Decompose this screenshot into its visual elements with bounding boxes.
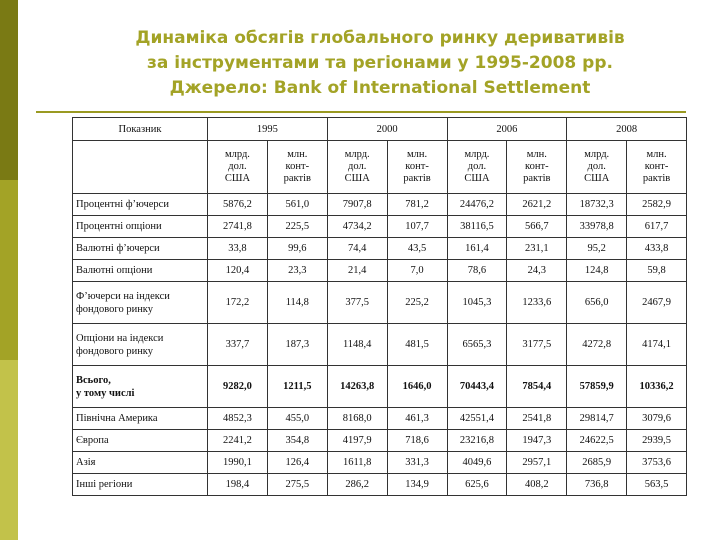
value-cell: 2939,5 bbox=[627, 430, 687, 452]
row-label: Азія bbox=[73, 452, 208, 474]
row-label: Ф’ючерси на індекси фондового ринку bbox=[73, 282, 208, 324]
value-cell: 566,7 bbox=[507, 216, 567, 238]
value-cell: 161,4 bbox=[447, 238, 507, 260]
unit-cell: млн. конт- рактів bbox=[267, 141, 327, 194]
value-cell: 2685,9 bbox=[567, 452, 627, 474]
value-cell: 3079,6 bbox=[627, 408, 687, 430]
value-cell: 70443,4 bbox=[447, 366, 507, 408]
row-label: Опціони на індекси фондового ринку bbox=[73, 324, 208, 366]
value-cell: 2467,9 bbox=[627, 282, 687, 324]
value-cell: 286,2 bbox=[327, 474, 387, 496]
value-cell: 455,0 bbox=[267, 408, 327, 430]
table-row bbox=[73, 408, 687, 430]
left-stripe-top bbox=[0, 0, 18, 180]
value-cell: 4197,9 bbox=[327, 430, 387, 452]
value-cell: 4734,2 bbox=[327, 216, 387, 238]
value-cell: 57859,9 bbox=[567, 366, 627, 408]
row-label: Валютні ф’ючерси bbox=[73, 238, 208, 260]
value-cell: 625,6 bbox=[447, 474, 507, 496]
units-empty-cell bbox=[73, 141, 208, 194]
value-cell: 10336,2 bbox=[627, 366, 687, 408]
value-cell: 4852,3 bbox=[208, 408, 268, 430]
title-line-2: за інструментами та регіонами у 1995-2008 рр. bbox=[147, 53, 613, 73]
value-cell: 5876,2 bbox=[208, 194, 268, 216]
value-cell: 7,0 bbox=[387, 260, 447, 282]
value-cell: 59,8 bbox=[627, 260, 687, 282]
value-cell: 1045,3 bbox=[447, 282, 507, 324]
value-cell: 1646,0 bbox=[387, 366, 447, 408]
value-cell: 23216,8 bbox=[447, 430, 507, 452]
value-cell: 617,7 bbox=[627, 216, 687, 238]
value-cell: 42551,4 bbox=[447, 408, 507, 430]
table-row bbox=[73, 260, 687, 282]
table-units-row bbox=[73, 141, 687, 194]
table-row bbox=[73, 474, 687, 496]
row-label: Всього, у тому числі bbox=[73, 366, 208, 408]
value-cell: 99,6 bbox=[267, 238, 327, 260]
row-label: Інші регіони bbox=[73, 474, 208, 496]
table-row bbox=[73, 324, 687, 366]
value-cell: 95,2 bbox=[567, 238, 627, 260]
header-indicator: Показник bbox=[73, 118, 208, 141]
value-cell: 736,8 bbox=[567, 474, 627, 496]
value-cell: 38116,5 bbox=[447, 216, 507, 238]
title-divider bbox=[36, 111, 686, 113]
title-line-1: Динаміка обсягів глобального ринку деривативів bbox=[135, 28, 625, 48]
value-cell: 114,8 bbox=[267, 282, 327, 324]
value-cell: 29814,7 bbox=[567, 408, 627, 430]
value-cell: 18732,3 bbox=[567, 194, 627, 216]
value-cell: 4272,8 bbox=[567, 324, 627, 366]
value-cell: 377,5 bbox=[327, 282, 387, 324]
value-cell: 4049,6 bbox=[447, 452, 507, 474]
value-cell: 187,3 bbox=[267, 324, 327, 366]
row-label: Процентні опціони bbox=[73, 216, 208, 238]
value-cell: 172,2 bbox=[208, 282, 268, 324]
value-cell: 781,2 bbox=[387, 194, 447, 216]
header-year: 2000 bbox=[327, 118, 447, 141]
unit-cell: млрд. дол. США bbox=[208, 141, 268, 194]
unit-cell: млн. конт- рактів bbox=[387, 141, 447, 194]
value-cell: 33978,8 bbox=[567, 216, 627, 238]
value-cell: 2741,8 bbox=[208, 216, 268, 238]
value-cell: 331,3 bbox=[387, 452, 447, 474]
table-row bbox=[73, 430, 687, 452]
table-row bbox=[73, 366, 687, 408]
unit-cell: млн. конт- рактів bbox=[507, 141, 567, 194]
value-cell: 561,0 bbox=[267, 194, 327, 216]
row-label: Європа bbox=[73, 430, 208, 452]
value-cell: 225,5 bbox=[267, 216, 327, 238]
header-year: 2008 bbox=[567, 118, 687, 141]
value-cell: 124,8 bbox=[567, 260, 627, 282]
derivatives-table bbox=[72, 117, 687, 496]
left-stripe-bottom bbox=[0, 360, 18, 540]
value-cell: 4174,1 bbox=[627, 324, 687, 366]
unit-cell: млрд. дол. США bbox=[567, 141, 627, 194]
value-cell: 225,2 bbox=[387, 282, 447, 324]
unit-cell: млн. конт- рактів bbox=[627, 141, 687, 194]
value-cell: 718,6 bbox=[387, 430, 447, 452]
value-cell: 408,2 bbox=[507, 474, 567, 496]
value-cell: 3753,6 bbox=[627, 452, 687, 474]
value-cell: 354,8 bbox=[267, 430, 327, 452]
slide-title bbox=[40, 26, 720, 101]
table-header-row bbox=[73, 118, 687, 141]
value-cell: 656,0 bbox=[567, 282, 627, 324]
value-cell: 107,7 bbox=[387, 216, 447, 238]
value-cell: 1233,6 bbox=[507, 282, 567, 324]
value-cell: 433,8 bbox=[627, 238, 687, 260]
row-label: Процентні ф’ючерси bbox=[73, 194, 208, 216]
value-cell: 1611,8 bbox=[327, 452, 387, 474]
value-cell: 1990,1 bbox=[208, 452, 268, 474]
value-cell: 21,4 bbox=[327, 260, 387, 282]
value-cell: 33,8 bbox=[208, 238, 268, 260]
table-row bbox=[73, 282, 687, 324]
value-cell: 198,4 bbox=[208, 474, 268, 496]
value-cell: 23,3 bbox=[267, 260, 327, 282]
value-cell: 1211,5 bbox=[267, 366, 327, 408]
value-cell: 2241,2 bbox=[208, 430, 268, 452]
value-cell: 24622,5 bbox=[567, 430, 627, 452]
value-cell: 9282,0 bbox=[208, 366, 268, 408]
value-cell: 74,4 bbox=[327, 238, 387, 260]
value-cell: 14263,8 bbox=[327, 366, 387, 408]
table-row bbox=[73, 216, 687, 238]
value-cell: 134,9 bbox=[387, 474, 447, 496]
value-cell: 8168,0 bbox=[327, 408, 387, 430]
left-stripe-middle bbox=[0, 180, 18, 360]
value-cell: 3177,5 bbox=[507, 324, 567, 366]
value-cell: 7907,8 bbox=[327, 194, 387, 216]
value-cell: 24,3 bbox=[507, 260, 567, 282]
value-cell: 6565,3 bbox=[447, 324, 507, 366]
row-label: Валютні опціони bbox=[73, 260, 208, 282]
table-row bbox=[73, 194, 687, 216]
value-cell: 1947,3 bbox=[507, 430, 567, 452]
unit-cell: млрд. дол. США bbox=[327, 141, 387, 194]
value-cell: 2621,2 bbox=[507, 194, 567, 216]
value-cell: 481,5 bbox=[387, 324, 447, 366]
value-cell: 461,3 bbox=[387, 408, 447, 430]
value-cell: 1148,4 bbox=[327, 324, 387, 366]
value-cell: 78,6 bbox=[447, 260, 507, 282]
table-row bbox=[73, 238, 687, 260]
value-cell: 2541,8 bbox=[507, 408, 567, 430]
table-row bbox=[73, 452, 687, 474]
value-cell: 231,1 bbox=[507, 238, 567, 260]
row-label: Північна Америка bbox=[73, 408, 208, 430]
header-year: 1995 bbox=[208, 118, 328, 141]
value-cell: 337,7 bbox=[208, 324, 268, 366]
unit-cell: млрд. дол. США bbox=[447, 141, 507, 194]
value-cell: 2582,9 bbox=[627, 194, 687, 216]
value-cell: 24476,2 bbox=[447, 194, 507, 216]
value-cell: 43,5 bbox=[387, 238, 447, 260]
value-cell: 7854,4 bbox=[507, 366, 567, 408]
value-cell: 563,5 bbox=[627, 474, 687, 496]
value-cell: 126,4 bbox=[267, 452, 327, 474]
value-cell: 120,4 bbox=[208, 260, 268, 282]
value-cell: 275,5 bbox=[267, 474, 327, 496]
header-year: 2006 bbox=[447, 118, 567, 141]
value-cell: 2957,1 bbox=[507, 452, 567, 474]
title-line-3: Джерело: Bank of International Settlement bbox=[169, 78, 591, 98]
